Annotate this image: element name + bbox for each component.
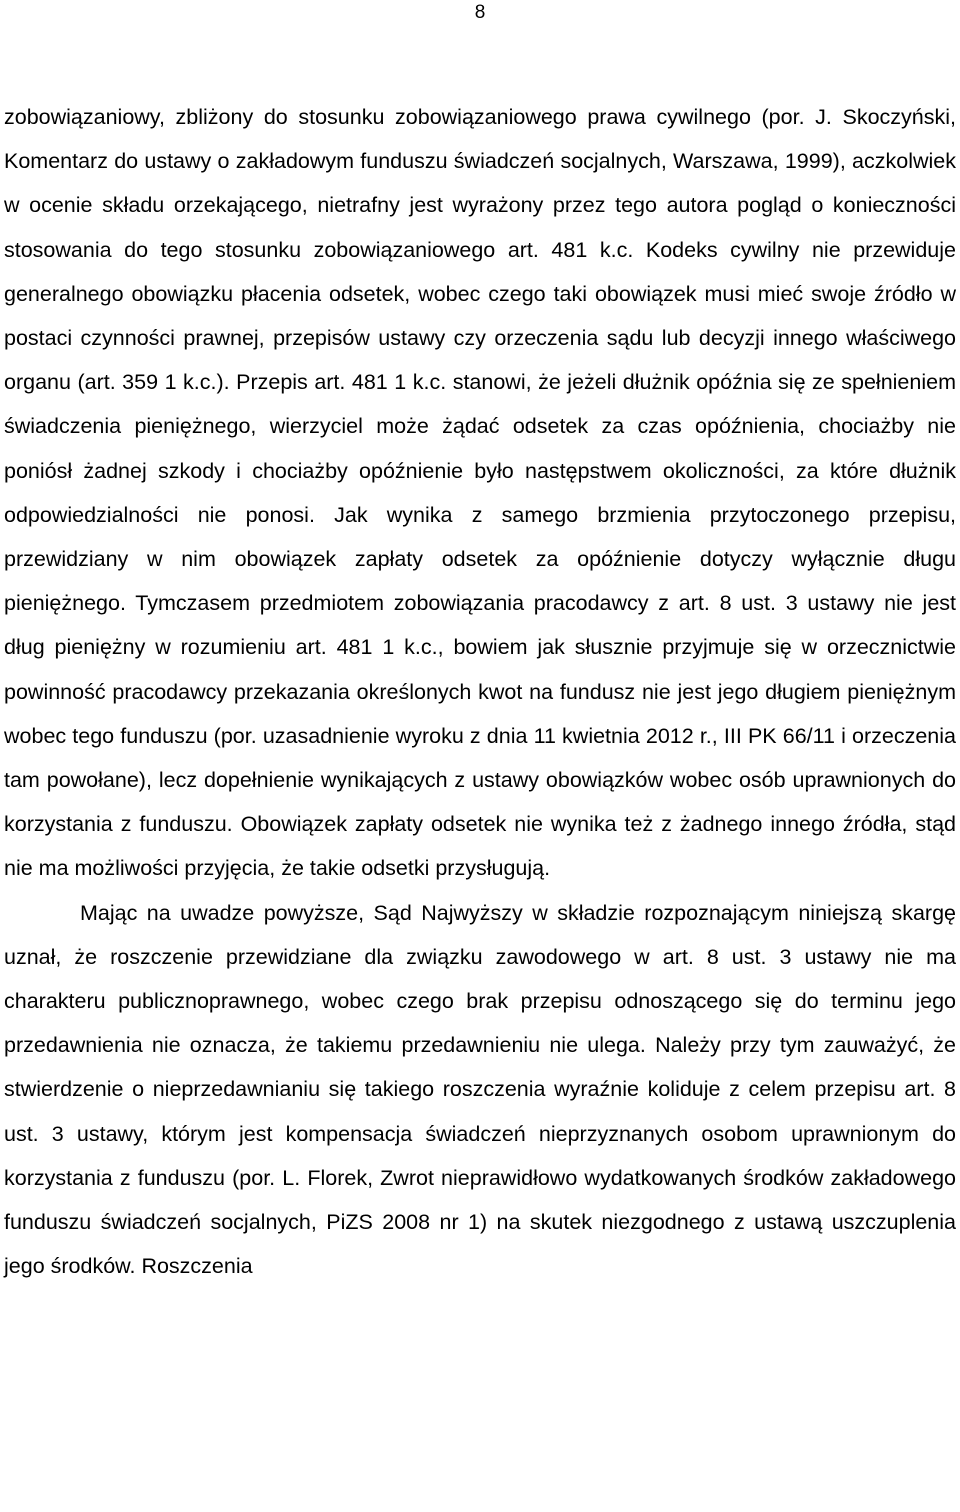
paragraph: Mając na uwadze powyższe, Sąd Najwyższy w składzie rozpoznającym niniejszą skargę uznał, że roszczenie przewidziane dla związku zawodowego w art. 8 ust. 3 ustawy nie ma charakteru publicznoprawnego, wobec czego brak przepisu odnoszącego się do terminu jego przedawnienia nie oznacza, że takiemu przedawnieniu nie ulega. Należy przy tym zauważyć, że stwierdzenie o nieprzedawnianiu się takiego roszczenia wyraźnie koliduje z celem przepisu art. 8 ust. 3 ustawy, którym jest kompensacja świadczeń nieprzyznanych osobom uprawnionym do korzystania z funduszu (por. L. Florek, Zwrot nieprawidłowo wydatkowanych środków zakładowego funduszu świadczeń socjalnych, PiZS 2008 nr 1) na skutek niezgodnego z ustawą uszczuplenia jego środków. Roszczenia xyxy=(4,900,956,1279)
page-number: 8 xyxy=(474,2,486,23)
document-body xyxy=(4,95,956,1288)
paragraph: zobowiązaniowy, zbliżony do stosunku zobowiązaniowego prawa cywilnego (por. J. Skoczyński, Komentarz do ustawy o zakładowym funduszu świadczeń socjalnych, Warszawa, 1999), aczkolwiek w ocenie składu orzekającego, nietrafny jest wyrażony przez tego autora pogląd o konieczności stosowania do tego stosunku zobowiązaniowego art. 481 k.c. Kodeks cywilny nie przewiduje generalnego obowiązku płacenia odsetek, wobec czego taki obowiązek musi mieć swoje źródło w postaci czynności prawnej, przepisów ustawy czy orzeczenia sądu lub decyzji innego właściwego organu (art. 359 1 k.c.). Przepis art. 481 1 k.c. stanowi, że jeżeli dłużnik opóźnia się ze spełnieniem świadczenia pieniężnego, wierzyciel może żądać odsetek za czas opóźnienia, chociażby nie poniósł żadnej szkody i chociażby opóźnienie było następstwem okoliczności, za które dłużnik odpowiedzialności nie ponosi. Jak wynika z samego brzmienia przytoczonego przepisu, przewidziany w nim obowiązek zapłaty odsetek za opóźnienie dotyczy wyłącznie długu pieniężnego. Tymczasem przedmiotem zobowiązania pracodawcy z art. 8 ust. 3 ustawy nie jest dług pieniężny w rozumieniu art. 481 1 k.c., bowiem jak słusznie przyjmuje się w orzecznictwie powinność pracodawcy przekazania określonych kwot na fundusz nie jest jego długiem pieniężnym wobec tego funduszu (por. uzasadnienie wyroku z dnia 11 kwietnia 2012 r., III PK 66/11 i orzeczenia tam powołane), lecz dopełnienie wynikających z ustawy obowiązków wobec osób uprawnionych do korzystania z funduszu. Obowiązek zapłaty odsetek nie wynika też z żadnego innego źródła, stąd nie ma możliwości przyjęcia, że takie odsetki przysługują. xyxy=(4,105,956,881)
